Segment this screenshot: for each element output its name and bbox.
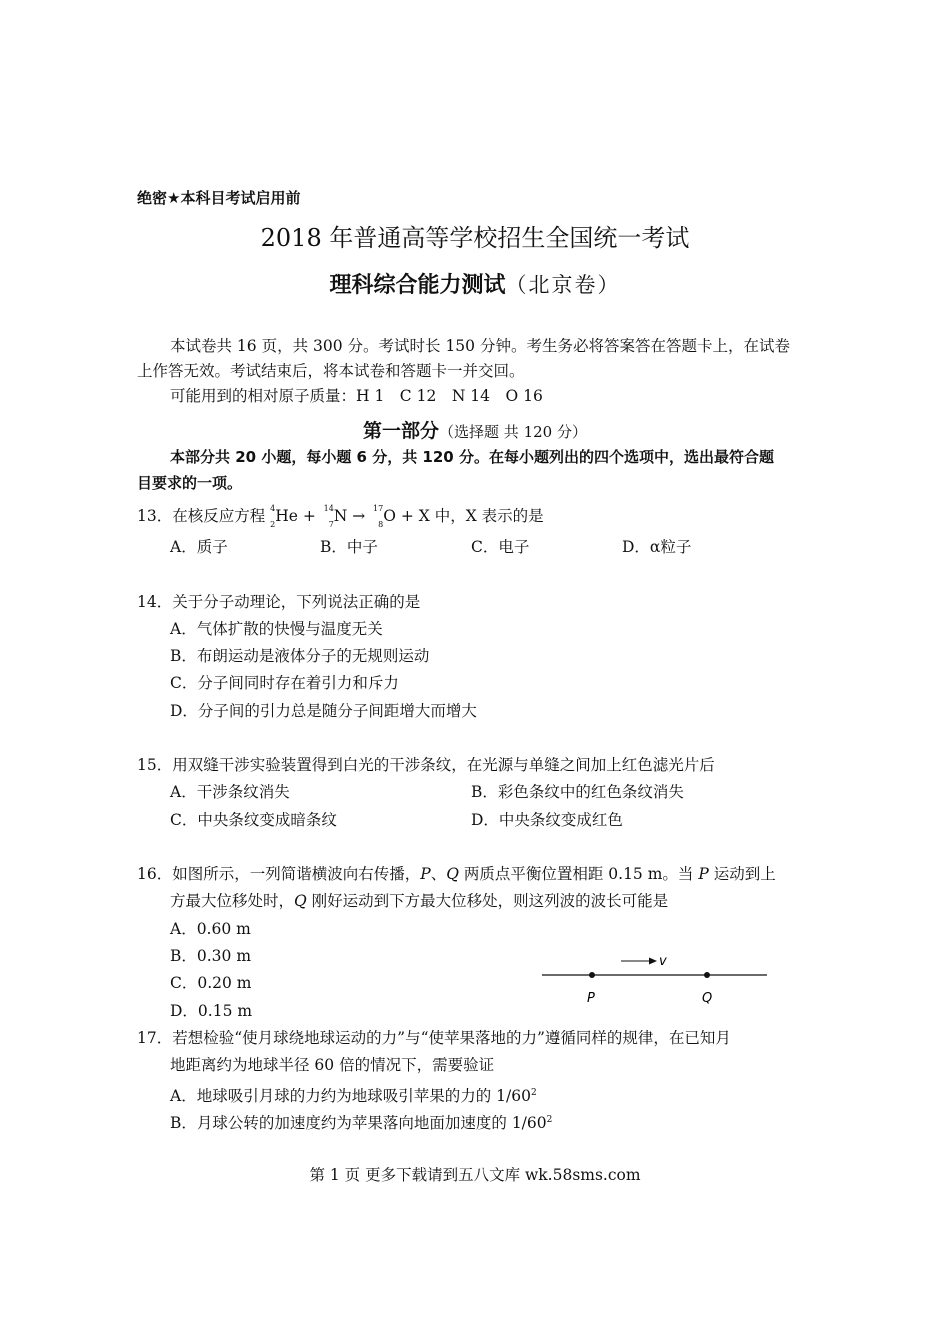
point-q-label: Q [702,991,713,1006]
plus-sign: + [297,507,321,525]
q16-q: Q [446,865,459,883]
q15-stem [137,755,715,775]
q13-text-pre: 在核反应方程 [172,507,266,525]
part1-title: 第一部分 [363,420,440,442]
q16-text-d: 方最大位移处时， [170,892,295,910]
part1-desc-line2: 目要求的一项。 [137,474,243,492]
q13-stem [137,504,544,529]
subtitle-region: （北京卷） [505,273,621,297]
q13-option-d: D．α粒子 [622,538,692,556]
q16-p2: P [698,865,709,883]
q15-option-c: C．中央条纹变成暗条纹 [170,811,337,829]
q17-text-1: 若想检验“使月球绕地球运动的力”与“使苹果落地的力”遵循同样的规律，在已知月 [172,1029,731,1047]
q16-option-b: B．0.30 m [170,947,252,965]
q14-option-d: D．分子间的引力总是随分子间距增大而增大 [170,702,477,720]
instructions-line1: 本试卷共 16 页，共 300 分。考试时长 150 分钟。考生务必将答案答在答题卡上，在试卷 [170,337,790,355]
q16-option-d: D．0.15 m [170,1002,253,1020]
q16-stem-line2 [170,891,668,911]
he-nuclide-indices: 4 2 [270,504,276,529]
part1-heading [0,416,950,443]
q15-text: 用双缝干涉实验装置得到白光的干涉条纹，在光源与单缝之间加上红色滤光片后 [172,756,715,774]
q15-number: 15． [137,756,173,774]
q16-q2: Q [294,892,307,910]
q13-number: 13． [137,507,173,525]
q17-option-a [170,1083,537,1106]
n-nuclide-indices: 14 7 [323,504,334,529]
q17-option-a-exponent: 2 [530,1088,537,1098]
wave-figure [535,948,775,1010]
q14-number: 14． [137,593,173,611]
velocity-arrow-icon [649,958,657,965]
velocity-label: v [659,954,667,969]
q16-stem-line1 [137,864,776,884]
page-title: 2018 年普通高等学校招生全国统一考试 [260,224,690,252]
o-symbol: O [383,507,396,525]
point-q-dot [704,972,710,978]
instructions-line2: 上作答无效。考试结束后，将本试卷和答题卡一并交回。 [137,362,525,380]
q17-stem-line1 [137,1028,731,1048]
point-p-label: P [587,991,595,1006]
q15-option-a: A．干涉条纹消失 [170,783,290,801]
q16-option-c: C．0.20 m [170,974,252,992]
q15-option-d: D．中央条纹变成红色 [471,811,623,829]
q13-option-a: A．质子 [170,538,228,556]
q14-stem [137,592,420,612]
q14-text: 关于分子动理论，下列说法正确的是 [172,593,421,611]
n-symbol: N [333,507,348,525]
q17-option-a-text: A．地球吸引月球的力约为地球吸引苹果的力的 1/60 [170,1087,531,1106]
reaction-arrow: → [347,507,371,525]
q13-option-b: B．中子 [320,538,378,556]
q16-text-e: 刚好运动到下方最大位移处，则这列波的波长可能是 [306,892,669,910]
q15-option-b: B．彩色条纹中的红色条纹消失 [471,783,684,801]
q17-number: 17． [137,1029,173,1047]
q13-option-c: C．电子 [471,538,530,556]
o-nuclide-indices: 17 8 [373,504,384,529]
q17-option-b-text: B．月球公转的加速度约为苹果落向地面加速度的 1/60 [170,1114,547,1133]
part1-note: （选择题 共 120 分） [439,423,587,441]
page-subtitle [0,268,950,299]
page-footer: 第 1 页 更多下载请到五八文库 wk.58sms.com [309,1166,641,1184]
q16-text-a: 如图所示，一列简谐横波向右传播， [172,865,421,883]
q13-text-tail: + X 中，X 表示的是 [395,507,544,525]
he-symbol: He [275,507,298,525]
q16-text-c: 运动到上 [708,865,776,883]
point-p-dot [589,972,595,978]
q16-sep: 、 [430,865,447,883]
q14-option-b: B．布朗运动是液体分子的无规则运动 [170,647,430,665]
confidential-label: 绝密★本科目考试启用前 [137,189,301,207]
q14-option-a: A．气体扩散的快慢与温度无关 [170,620,383,638]
q14-option-c: C．分子间同时存在着引力和斥力 [170,674,399,692]
subtitle-text: 理科综合能力测试 [329,273,506,298]
q16-option-a: A．0.60 m [170,920,251,938]
q16-p: P [420,865,431,883]
q17-option-b-exponent: 2 [546,1115,553,1125]
q17-stem-line2: 地距离约为地球半径 60 倍的情况下，需要验证 [170,1056,495,1074]
part1-desc-line1: 本部分共 20 小题，每小题 6 分，共 120 分。在每小题列出的四个选项中，选出最符合题 [170,448,774,466]
atomic-mass-line: 可能用到的相对原子质量：H 1 C 12 N 14 O 16 [170,387,543,405]
q17-option-b [170,1110,552,1133]
q16-text-b: 两质点平衡位置相距 0.15 m。当 [458,865,699,883]
q16-number: 16． [137,865,173,883]
